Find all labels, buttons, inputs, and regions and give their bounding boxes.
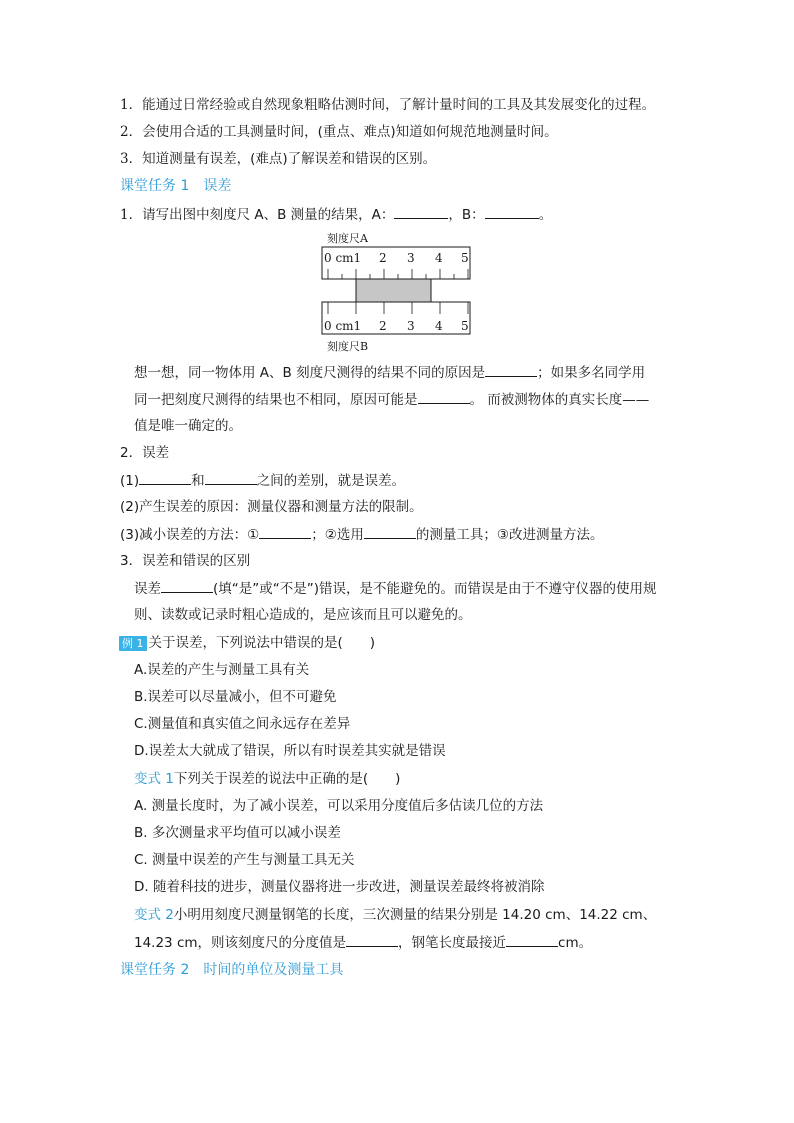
answer-blank-a[interactable] xyxy=(394,204,448,219)
variant-2-text-2b: ，钢笔长度最接近 xyxy=(398,935,507,951)
s2-blank-4[interactable] xyxy=(364,524,416,539)
ruler-a-tick-4: 4 xyxy=(435,251,443,265)
think-text-2a: 同一把刻度尺测得的结果也不相同，原因可能是 xyxy=(134,392,418,408)
ruler-b-tick-2: 2 xyxy=(379,319,387,333)
think-line-2 xyxy=(134,389,649,410)
think-blank-2[interactable] xyxy=(418,389,470,404)
s2-blank-3[interactable] xyxy=(259,524,311,539)
goal-2 xyxy=(120,122,558,142)
variant-2-blank-2[interactable] xyxy=(506,932,558,947)
ruler-b-tick-5: 5 xyxy=(461,319,469,333)
variant-2-text-2a: 14.23 cm，则该刻度尺的分度值是 xyxy=(134,935,347,951)
section-2-item-3-c: 的测量工具；③改进测量方法。 xyxy=(415,527,604,543)
example-1 xyxy=(119,633,375,653)
s2-blank-1[interactable] xyxy=(139,470,191,485)
ruler-a-tick-2: 2 xyxy=(379,251,387,265)
goal-3-text: 知道测量有误差，(难点)了解误差和错误的区别。 xyxy=(142,151,437,167)
section-2-item-1-and: 和 xyxy=(191,473,205,489)
section-2-item-1 xyxy=(120,470,405,491)
variant-2-blank-1[interactable] xyxy=(346,932,398,947)
goal-2-number: 2． xyxy=(120,124,143,140)
task-2-heading: 课堂任务 2 时间的单位及测量工具 xyxy=(120,962,344,978)
variant-1 xyxy=(134,769,400,789)
goal-3 xyxy=(120,149,436,169)
variant-1-label: 变式 1 xyxy=(134,771,174,787)
variant-2-line-2 xyxy=(134,932,592,953)
measured-object xyxy=(356,279,431,302)
example-1-option-c[interactable]: C.测量值和真实值之间永远存在差异 xyxy=(134,716,351,732)
goal-1-number: 1． xyxy=(120,97,143,113)
s3-blank-1[interactable] xyxy=(161,578,213,593)
question-1-number: 1． xyxy=(120,207,143,223)
goal-2-text: 会使用合适的工具测量时间，(重点、难点)知道如何规范地测量时间。 xyxy=(142,124,558,140)
section-3-line-1-a: 误差 xyxy=(134,581,161,597)
think-text-1b: ；如果多名同学用 xyxy=(537,365,646,381)
question-1-text-c: 。 xyxy=(538,207,553,223)
example-1-tag: 例 1 xyxy=(119,636,147,651)
section-2-item-1-index: (1) xyxy=(120,473,140,489)
section-2-item-3-a: (3)减小误差的方法：① xyxy=(120,527,260,543)
question-1 xyxy=(120,204,552,225)
variant-2-text-2c: cm。 xyxy=(558,935,593,951)
goal-1 xyxy=(120,95,655,115)
ruler-a-tick-5: 5 xyxy=(461,251,469,265)
ruler-figure xyxy=(300,226,500,356)
ruler-b-tick-3: 3 xyxy=(407,319,415,333)
section-2-item-3 xyxy=(120,524,603,545)
variant-1-option-a[interactable]: A. 测量长度时，为了减小误差，可以采用分度值后多估读几位的方法 xyxy=(134,798,544,814)
example-1-option-a[interactable]: A.误差的产生与测量工具有关 xyxy=(134,662,310,678)
section-2-item-3-b: ；②选用 xyxy=(311,527,364,543)
section-2-item-2: (2)产生误差的原因：测量仪器和测量方法的限制。 xyxy=(120,499,423,515)
example-1-question: 关于误差，下列说法中错误的是( ) xyxy=(148,635,376,651)
ruler-b-tick-0: 0 cm1 xyxy=(324,319,362,333)
variant-1-option-c[interactable]: C. 测量中误差的产生与测量工具无关 xyxy=(134,852,355,868)
ruler-a-tick-0: 0 cm1 xyxy=(324,251,362,265)
ruler-a-tick-3: 3 xyxy=(407,251,415,265)
example-1-option-d[interactable]: D.误差太大就成了错误，所以有时误差其实就是错误 xyxy=(134,743,446,759)
ruler-b-tick-4: 4 xyxy=(435,319,443,333)
answer-blank-b[interactable] xyxy=(485,204,539,219)
think-text-1a: 想一想，同一物体用 A、B 刻度尺测得的结果不同的原因是 xyxy=(134,365,486,381)
section-2-item-1-rest: 之间的差别，就是误差。 xyxy=(256,473,406,489)
goal-3-number: 3． xyxy=(120,151,143,167)
section-3-title: 3．误差和错误的区别 xyxy=(120,553,251,569)
goal-1-text: 能通过日常经验或自然现象粗略估测时间，了解计量时间的工具及其发展变化的过程。 xyxy=(142,97,656,113)
variant-1-option-d[interactable]: D. 随着科技的进步，测量仪器将进一步改进，测量误差最终将被消除 xyxy=(134,879,545,895)
variant-2-text-1: 小明用刻度尺测量钢笔的长度，三次测量的结果分别是 14.20 cm、14.22 cm、 xyxy=(173,907,657,923)
example-1-option-b[interactable]: B.误差可以尽量减小，但不可避免 xyxy=(134,689,337,705)
section-3-line-2: 则、读数或记录时粗心造成的，是应该而且可以避免的。 xyxy=(134,607,472,623)
section-3-line-1-b: (填“是”或“不是”)错误，是不能避免的。而错误是由于不遵守仪器的使用规 xyxy=(213,581,657,597)
section-2-title: 2．误差 xyxy=(120,445,170,461)
ruler-a-label: 刻度尺A xyxy=(327,232,368,245)
question-1-text-b: ，B： xyxy=(448,207,485,223)
task-1-heading: 课堂任务 1 误差 xyxy=(120,178,232,194)
think-line-3: 值是唯一确定的。 xyxy=(134,418,242,434)
section-3-line-1 xyxy=(134,578,657,599)
ruler-b-label: 刻度尺B xyxy=(327,340,369,353)
think-line-1 xyxy=(134,362,645,383)
question-1-text-a: 请写出图中刻度尺 A、B 测量的结果，A： xyxy=(142,207,395,223)
s2-blank-2[interactable] xyxy=(205,470,257,485)
think-text-2b: 。 而被测物体的真实长度—— xyxy=(469,392,650,408)
variant-1-question: 下列关于误差的说法中正确的是( ) xyxy=(173,771,401,787)
variant-2-label: 变式 2 xyxy=(134,907,174,923)
variant-1-option-b[interactable]: B. 多次测量求平均值可以减小误差 xyxy=(134,825,341,841)
think-blank-1[interactable] xyxy=(485,362,537,377)
variant-2-line-1 xyxy=(134,905,656,925)
